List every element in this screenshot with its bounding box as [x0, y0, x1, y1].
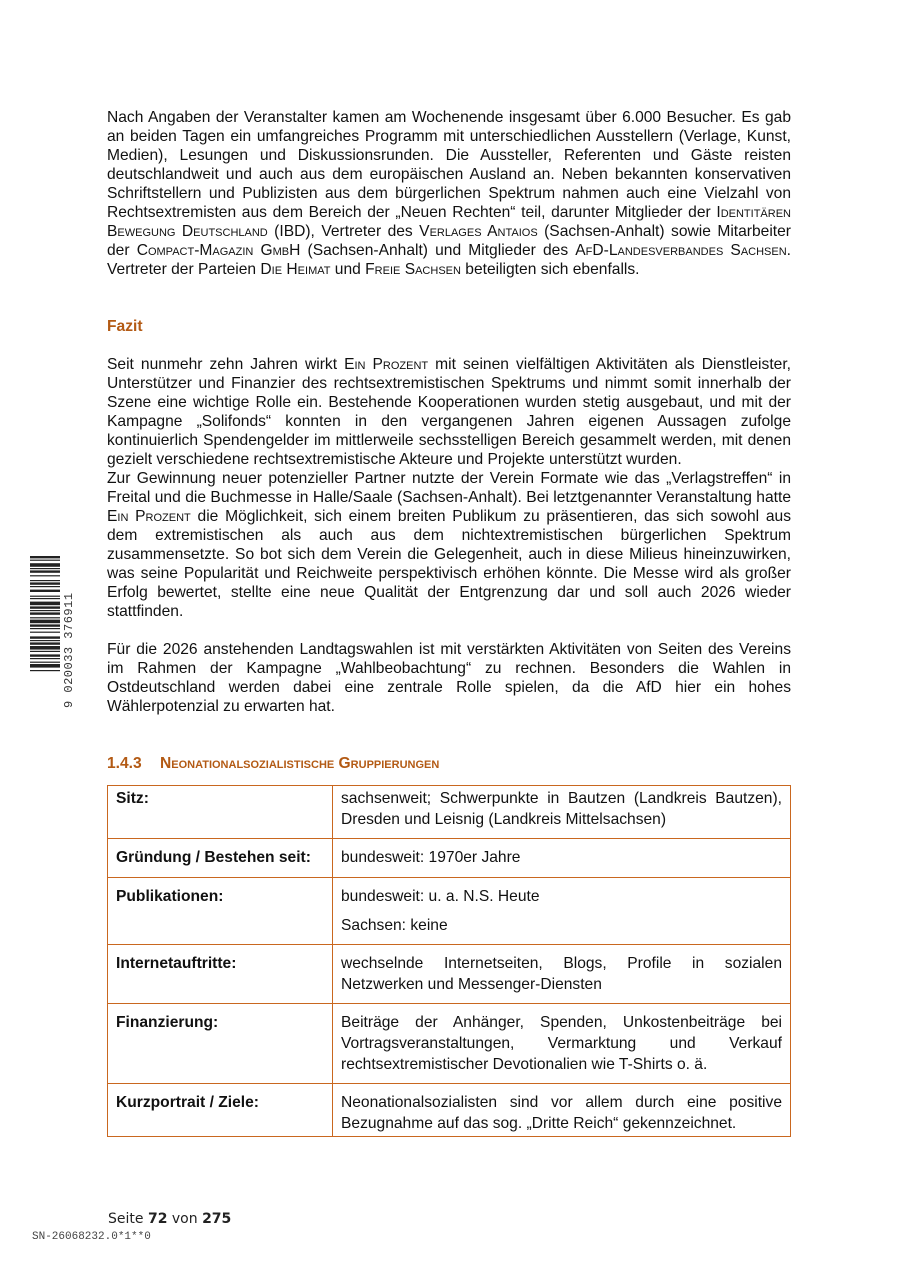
- table-value: sachsenweit; Schwerpunkte in Bautzen (Landkreis Bautzen), Dresden und Leisnig (Landkreis Mittelsachsen): [333, 786, 791, 839]
- fazit-paragraph-1: Seit nunmehr zehn Jahren wirkt Ein Prozent mit seinen vielfältigen Aktivitäten als Dienstleister, Unterstützer und Finanzier des rechtsextremistischen Spektrums und nimmt somit innerhalb der Szene eine wichtige Rolle ein. Bestehende Kooperationen wurden stetig ausgebaut, und mit der Kampagne „Solifonds“ konnten in den vergangenen Jahren eigenen Aussagen zufolge kontinuierlich Spendengelder im mittlerweile sechsstelligen Bereich gesammelt werden, mit denen gezielt verschiedene rechtsextremistische Akteure und Projekte unterstützt wurden.: [107, 356, 791, 468]
- page-footer: Seite 72 von 275: [108, 1211, 232, 1227]
- table-value: wechselnde Internetseiten, Blogs, Profile in sozialen Netzwerken und Messenger-Diensten: [333, 945, 791, 1004]
- document-id: SN-26068232.0*1**0: [32, 1231, 151, 1243]
- table-row: [108, 839, 791, 878]
- table-row: [108, 878, 791, 945]
- total-pages: 275: [202, 1211, 232, 1227]
- table-value: bundesweit: u. a. N.S. Heute Sachsen: keine: [333, 878, 791, 945]
- current-page: 72: [147, 1211, 168, 1227]
- org-name: Ein Prozent: [344, 356, 429, 373]
- table-value: Neonationalsozialisten sind vor allem durch eine positive Bezugnahme auf das sog. „Dritte Reich“ gekennzeichnet.: [333, 1084, 791, 1137]
- section-heading: [107, 754, 791, 773]
- org-name: Compact-Magazin GmbH: [136, 242, 301, 259]
- table-key: Gründung / Bestehen seit:: [108, 839, 333, 878]
- section-title: Neonationalsozialistische Gruppierungen: [160, 755, 440, 772]
- fazit-heading: Fazit: [107, 318, 143, 335]
- page-content: [107, 108, 791, 1137]
- table-row: [108, 1004, 791, 1084]
- facts-table: [107, 785, 791, 1137]
- table-value: Beiträge der Anhänger, Spenden, Unkostenbeiträge bei Vortragsveranstaltungen, Vermarktung und Verkauf rechtsextremistischer Devotionalien wie T-Shirts o. ä.: [333, 1004, 791, 1084]
- org-name: Ein Prozent: [107, 508, 191, 525]
- table-key: Finanzierung:: [108, 1004, 333, 1084]
- table-row: [108, 1084, 791, 1137]
- org-name: Die Heimat: [260, 261, 331, 278]
- fazit-paragraph-2: Zur Gewinnung neuer potenzieller Partner nutzte der Verein Formate wie das „Verlagstreffen“ in Freital und die Buchmesse in Halle/Saale (Sachsen-Anhalt). Bei letztgenannter Veranstaltung hatte Ein Prozent die Möglichkeit, sich einem breiten Publikum zu präsentieren, das sich sowohl aus dem extremistischen als auch aus dem nichtextremistischen bürgerlichen Spektrum zusammensetzte. So bot sich dem Verein die Gelegenheit, auch in diese Milieus hineinzuwirken, was seine Popularität und Reichweite perspektivisch erhöhen könnte. Die Messe wird als großer Erfolg bewertet, stellte eine neue Qualität der Entgrenzung dar und soll auch 2026 wieder stattfinden.: [107, 470, 791, 620]
- table-row: [108, 786, 791, 839]
- fazit-paragraph-3: Für die 2026 anstehenden Landtagswahlen ist mit verstärkten Aktivitäten von Seiten des Vereins im Rahmen der Kampagne „Wahlbeobachtung“ zu rechnen. Besonders die Wahlen in Ostdeutschland werden dabei eine zentrale Rolle spielen, da die AfD hier ein hohes Wählerpotenzial zu erwarten hat.: [107, 641, 791, 715]
- org-name: Verlages Antaios: [419, 223, 538, 240]
- org-name: Identitären Bewegung Deutschland: [107, 204, 791, 240]
- table-key: Sitz:: [108, 786, 333, 839]
- table-key: Kurzportrait / Ziele:: [108, 1084, 333, 1137]
- table-value: bundesweit: 1970er Jahre: [333, 839, 791, 878]
- section-number: 1.4.3: [107, 755, 142, 772]
- table-key: Publikationen:: [108, 878, 333, 945]
- table-row: [108, 945, 791, 1004]
- table-key: Internetauftritte:: [108, 945, 333, 1004]
- barcode-digits: 9 020033 376911: [62, 592, 76, 708]
- org-name: AfD-Landesverbandes Sachsen: [575, 242, 787, 259]
- org-name: Freie Sachsen: [365, 261, 461, 278]
- intro-paragraph: Nach Angaben der Veranstalter kamen am Wochenende insgesamt über 6.000 Besucher. Es gab an beiden Tagen ein umfangreiches Programm mit unterschiedlichen Ausstellern (Verlage, Kunst, Medien), Lesungen und Diskussionsrunden. Die Aussteller, Referenten und Gäste reisten deutschlandweit und auch aus dem europäischen Ausland an. Neben bekannten konservativen Schriftstellern und Publizisten aus dem bürgerlichen Spektrum nahmen auch eine Vielzahl von Rechtsextremisten aus dem Bereich der „Neuen Rechten“ teil, darunter Mitglieder der Identitären Bewegung Deutschland (IBD), Vertreter des Verlages Antaios (Sachsen-Anhalt) sowie Mitarbeiter der Compact-Magazin GmbH (Sachsen-Anhalt) und Mitglieder des AfD-Landesverbandes Sachsen. Vertreter der Parteien Die Heimat und Freie Sachsen beteiligten sich ebenfalls.: [107, 109, 792, 278]
